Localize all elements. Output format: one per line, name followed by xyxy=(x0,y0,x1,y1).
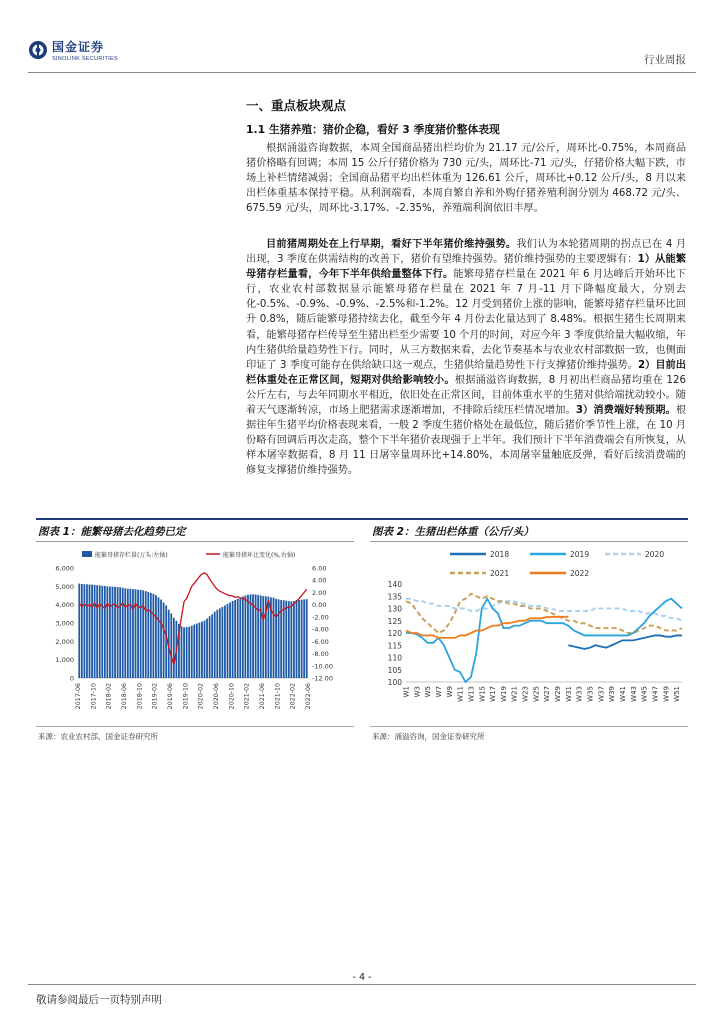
legend-label-2022: 2022 xyxy=(570,569,590,578)
figure-2-source: 来源：涌溢咨询，国金证券研究所 xyxy=(372,732,485,741)
x-tick-label: 2020-06 xyxy=(213,683,220,710)
y-left-tick-label: 2,000 xyxy=(55,637,74,646)
figure-1-bottom-rule xyxy=(36,726,354,727)
sow-inventory-bar xyxy=(114,587,116,678)
x-tick-label: W15 xyxy=(478,686,487,702)
disclaimer-link[interactable]: 敬请参阅最后一页特别声明 xyxy=(36,994,162,1006)
y-tick-label: 110 xyxy=(387,653,402,663)
sow-inventory-bar xyxy=(142,590,144,678)
sow-inventory-bar xyxy=(306,599,308,678)
y-left-tick-label: 5,000 xyxy=(55,582,74,591)
sow-inventory-bar xyxy=(183,627,185,678)
figure-1-title-rule xyxy=(36,541,354,542)
x-tick-label: W1 xyxy=(402,686,411,698)
sow-inventory-bar xyxy=(219,608,221,678)
slaughter-weight-chart xyxy=(370,546,688,724)
sow-inventory-bar xyxy=(224,605,226,678)
x-tick-label: W33 xyxy=(575,686,584,702)
sow-inventory-bar xyxy=(204,620,206,678)
sow-inventory-bar xyxy=(104,586,106,678)
sow-inventory-bar xyxy=(244,596,246,679)
y-tick-label: 130 xyxy=(387,604,402,614)
y-tick-label: 140 xyxy=(387,580,402,589)
x-tick-label: W37 xyxy=(597,686,606,702)
y-tick-label: 100 xyxy=(387,678,402,687)
sow-inventory-bar xyxy=(99,585,101,678)
sow-inventory-bar xyxy=(288,601,290,678)
y-tick-label: 125 xyxy=(387,616,402,626)
sow-inventory-bar xyxy=(129,589,131,678)
x-tick-label: W45 xyxy=(640,686,649,702)
y-right-tick-label: 4.00 xyxy=(312,576,327,585)
page-number: - 4 - xyxy=(352,972,372,983)
sow-inventory-bar xyxy=(216,610,218,678)
x-tick-label: 2019-02 xyxy=(151,683,159,710)
x-tick-label: 2021-06 xyxy=(259,683,266,710)
sow-inventory-bar xyxy=(152,594,154,678)
x-tick-label: W41 xyxy=(618,686,627,702)
sow-inventory-bar xyxy=(170,613,172,678)
section-title: 一、重点板块观点 xyxy=(246,98,347,113)
y-left-tick-label: 4,000 xyxy=(55,601,74,610)
x-tick-label: 2020-10 xyxy=(228,683,236,710)
sow-inventory-bar xyxy=(163,602,165,678)
sow-inventory-bar xyxy=(96,585,98,678)
paragraph-market-data: 根据涌溢咨询数据，本周全国商品猪出栏均价为 21.17 元/公斤，周环比-0.75%，本周商品猪价格略有回调；本周 15 公斤仔猪价格为 730 元/头，周环比-71 元/头，仔猪价格大幅下跌，市场上补栏情绪减弱；全国商品猪平均出栏体重为 126.61 公斤，周环比+0.12 公斤/头，8 月以来出栏体重基本保持平稳。从利润端看，本周自繁自养和外购仔猪养殖利润分别为 468.72 元/头、675.59 元/头，周环比-3.17%、-2.35%，养殖端利润依旧丰厚。 xyxy=(246,143,687,215)
sow-inventory-bar xyxy=(127,589,129,678)
x-tick-label: W27 xyxy=(543,686,552,702)
y-tick-label: 120 xyxy=(387,629,402,638)
sow-inventory-bar xyxy=(94,585,96,678)
x-tick-label: W39 xyxy=(608,686,617,702)
sow-inventory-bar xyxy=(229,602,231,678)
legend-label-2021: 2021 xyxy=(490,569,510,578)
sow-inventory-bar xyxy=(188,627,190,678)
x-tick-label: 2018-02 xyxy=(105,683,113,710)
x-tick-label: W19 xyxy=(499,686,508,702)
sow-inventory-bar xyxy=(201,622,203,678)
sow-inventory-bar xyxy=(232,601,234,678)
paragraph-cycle-analysis xyxy=(246,237,686,479)
x-tick-label: W25 xyxy=(532,686,541,702)
report-type-label: 行业周报 xyxy=(644,54,686,66)
x-tick-label: 2018-10 xyxy=(136,683,144,710)
sow-inventory-bar xyxy=(239,598,241,678)
sow-inventory-bar xyxy=(260,596,262,679)
figure-2-title: 图表 2：生猪出栏体重（公斤/头） xyxy=(372,526,534,538)
text-run: 我们认为本轮猪周期的拐点已在 4 月出现，3 季度在供需结构的改善下，猪价有望维持强势。猪价维持强势的主要逻辑有： xyxy=(246,239,687,266)
x-tick-label: W7 xyxy=(434,686,443,698)
sow-inventory-bar xyxy=(109,587,111,678)
sow-inventory-bar xyxy=(250,594,252,678)
sow-inventory-bar xyxy=(140,590,142,678)
sow-inventory-bar xyxy=(252,594,254,678)
sow-inventory-bar xyxy=(285,601,287,678)
y-right-tick-label: -12.00 xyxy=(312,674,333,683)
sow-inventory-bar xyxy=(89,585,91,679)
sow-inventory-bar xyxy=(86,584,88,678)
sow-inventory-bar xyxy=(293,601,295,678)
x-tick-label: W5 xyxy=(424,686,433,698)
x-tick-label: 2021-02 xyxy=(243,683,251,710)
legend-label-2019: 2019 xyxy=(570,550,590,559)
x-tick-label: W3 xyxy=(413,686,422,698)
x-tick-label: W31 xyxy=(564,686,573,702)
sow-inventory-chart xyxy=(36,546,354,724)
legend-label-sow-mom: 能繁母猪环比变化(%,右轴) xyxy=(223,552,296,559)
x-tick-label: W13 xyxy=(467,686,476,702)
sow-inventory-bar xyxy=(81,584,83,678)
y-right-tick-label: -10.00 xyxy=(312,662,333,671)
x-tick-label: W51 xyxy=(673,686,682,702)
x-tick-label: W47 xyxy=(651,686,660,702)
logo-text-cn: 国金证券 xyxy=(52,40,105,54)
point-2-heading: 2）目前出栏体重处在正常区间，短期对供给影响较小。 xyxy=(246,359,686,386)
sinolink-logo-icon xyxy=(28,40,48,60)
x-tick-label: W49 xyxy=(662,686,671,702)
lead-sentence: 目前猪周期处在上行早期，看好下半年猪价维持强势。 xyxy=(266,239,517,250)
x-tick-label: W29 xyxy=(554,686,563,702)
subsection-title: 1.1 生猪养殖：猪价企稳，看好 3 季度猪价整体表现 xyxy=(246,123,500,136)
sow-inventory-bar xyxy=(214,612,216,678)
sow-inventory-bar xyxy=(283,600,285,678)
sow-inventory-bar xyxy=(119,587,121,678)
x-tick-label: 2017-10 xyxy=(90,683,98,710)
legend-swatch-sow-inventory xyxy=(82,551,92,557)
sow-inventory-bar xyxy=(275,599,277,678)
x-tick-label: W9 xyxy=(445,686,454,698)
y-right-tick-label: -2.00 xyxy=(312,613,329,622)
x-tick-label: 2020-02 xyxy=(197,683,205,710)
sow-inventory-bar xyxy=(181,626,183,678)
y-left-tick-label: 6,000 xyxy=(55,564,74,573)
sow-inventory-bar xyxy=(165,605,167,678)
sow-inventory-bar xyxy=(262,596,264,678)
sow-inventory-bar xyxy=(158,597,160,678)
x-tick-label: W43 xyxy=(629,686,638,702)
sow-inventory-bar xyxy=(78,584,80,678)
y-right-tick-label: 0.00 xyxy=(312,601,327,610)
x-tick-label: W23 xyxy=(521,686,530,702)
sow-inventory-bar xyxy=(290,601,292,678)
sow-inventory-bar xyxy=(267,597,269,678)
x-tick-label: W11 xyxy=(456,686,465,702)
sow-inventory-bar xyxy=(278,599,280,678)
page-header xyxy=(28,34,696,74)
sow-inventory-bar xyxy=(196,624,198,678)
x-tick-label: W35 xyxy=(586,686,595,702)
y-right-tick-label: 6.00 xyxy=(312,564,327,573)
legend-label-sow-inventory: 能繁母猪存栏量(万头:左轴) xyxy=(95,552,168,559)
text-run: 能繁母猪存栏量在 2021 年 6 月达峰后开始环比下行，农业农村部数据显示能繁母猪存栏量在 2021 年 7 月-11 月下降幅度最大，分别去化-0.5%、-0.9%、-0.9%、-2.5%和-1.2%。12 月受到猪价上涨的影响，能繁母猪存栏量环比回升 0.8%，随后能繁母猪持续去化，截至今年 4 月份去化量达到了 8.48%。根据生猪生长周期来看，能繁母猪存栏传导至生猪出栏至少需要 10 个月的时间，对应今年 3 季度供给量大幅收缩，年内生猪供给量趋势性下行。同时，从三方数据来看，去化节奏基本与农业农村部数据一致，也侧面印证了 3 季度可能存在供给缺口这一观点，生猪供给量趋势性下行支撑猪价维持强势。 xyxy=(246,269,687,371)
logo-text-en: SINOLINK SECURITIES xyxy=(52,56,118,62)
y-left-tick-label: 1,000 xyxy=(55,656,74,665)
sow-inventory-bar xyxy=(117,587,119,678)
sow-inventory-bar xyxy=(296,600,298,678)
sow-inventory-bar xyxy=(147,592,149,678)
sow-inventory-bar xyxy=(247,595,249,678)
y-tick-label: 115 xyxy=(387,641,402,651)
figure-2-title-rule xyxy=(370,541,688,542)
legend-label-2018: 2018 xyxy=(490,550,510,559)
sow-inventory-bar xyxy=(150,593,152,678)
y-right-tick-label: -4.00 xyxy=(312,625,329,634)
sow-inventory-bar xyxy=(257,595,259,678)
point-3-heading: 3）消费端好转预期。 xyxy=(575,405,676,417)
sow-inventory-bar xyxy=(122,588,124,678)
sow-inventory-bar xyxy=(211,614,213,678)
sow-inventory-bar xyxy=(237,599,239,678)
x-tick-label: 2019-10 xyxy=(182,683,190,710)
sow-inventory-bar xyxy=(173,618,175,678)
company-logo xyxy=(28,38,158,68)
sow-inventory-bar xyxy=(209,616,211,678)
sow-inventory-bar xyxy=(106,586,108,678)
header-divider xyxy=(28,72,696,73)
text-run: 根据往年生猪平均价格表现来看，一般 2 季度生猪价格处在最低位，随后猪价季节性上涨，在 10 月份略有回调后再次走高，整个下半年猪价表现强于上半年。我们预计下半年消费端会有所恢复，从样本屠宰数据看，8 月 11 日屠宰量周环比+14.80%，本周屠宰量触底反弹，看好后续消费端的修复支撑猪价维持强势。 xyxy=(246,405,687,477)
series-line-2022 xyxy=(406,617,568,638)
sow-inventory-bar xyxy=(124,588,126,678)
x-tick-label: 2017-06 xyxy=(75,683,82,710)
x-tick-label: 2021-10 xyxy=(274,683,282,710)
sow-inventory-bar xyxy=(273,598,275,678)
y-tick-label: 135 xyxy=(387,592,402,602)
sow-inventory-bar xyxy=(227,604,229,678)
x-tick-label: 2018-06 xyxy=(121,683,128,710)
sow-inventory-bar xyxy=(191,626,193,678)
figure-1-source: 来源：农业农村部，国金证券研究所 xyxy=(38,732,158,741)
sow-inventory-bar xyxy=(155,595,157,678)
y-left-tick-label: 0 xyxy=(69,674,74,683)
figure-top-rule xyxy=(36,518,688,520)
sow-inventory-bar xyxy=(186,627,188,678)
sow-inventory-bar xyxy=(101,586,103,678)
x-tick-label: 2022-06 xyxy=(305,683,312,710)
figure-1-title: 图表 1：能繁母猪去化趋势已定 xyxy=(38,526,186,538)
y-left-tick-label: 3,000 xyxy=(55,619,74,628)
sow-inventory-bar xyxy=(137,590,139,678)
sow-inventory-bar xyxy=(221,607,223,678)
sow-inventory-bar xyxy=(303,599,305,678)
figure-2-bottom-rule xyxy=(370,726,688,727)
sow-inventory-bar xyxy=(242,596,244,678)
x-tick-label: 2022-02 xyxy=(289,683,297,710)
sow-inventory-bar xyxy=(298,600,300,678)
y-right-tick-label: 2.00 xyxy=(312,588,327,597)
sow-inventory-bar xyxy=(206,619,208,678)
sow-inventory-bar xyxy=(198,623,200,678)
sow-inventory-bar xyxy=(132,589,134,678)
y-right-tick-label: -6.00 xyxy=(312,637,329,646)
sow-inventory-bar xyxy=(83,584,85,678)
x-tick-label: W17 xyxy=(489,686,498,702)
x-tick-label: W21 xyxy=(510,686,519,702)
sow-inventory-bar xyxy=(145,591,147,678)
y-tick-label: 105 xyxy=(387,665,402,675)
sow-inventory-bar xyxy=(193,624,195,678)
x-tick-label: 2019-06 xyxy=(167,683,174,710)
series-line-2018 xyxy=(568,635,682,648)
sow-inventory-bar xyxy=(91,585,93,678)
y-right-tick-label: -8.00 xyxy=(312,650,329,659)
text-run: 根据涌溢咨询数据，8 月初出栏商品猪均重在 126 公斤左右，与去年同期水平相近，依旧处在正常区间，目前体重水平的生猪对供给端扰动较小。随着天气逐渐转凉，市场上肥猪需求逐渐增加，不排除后续压栏情况增加。 xyxy=(246,374,686,417)
sow-inventory-bar xyxy=(160,600,162,678)
sow-inventory-bar xyxy=(112,587,114,678)
legend-label-2020: 2020 xyxy=(645,550,665,559)
footer-divider xyxy=(28,984,696,985)
sow-inventory-bar xyxy=(301,600,303,678)
sow-inventory-bar xyxy=(234,600,236,678)
point-1-heading: 1）从能繁母猪存栏量看，今年下半年供给量整体下行。 xyxy=(246,254,687,281)
